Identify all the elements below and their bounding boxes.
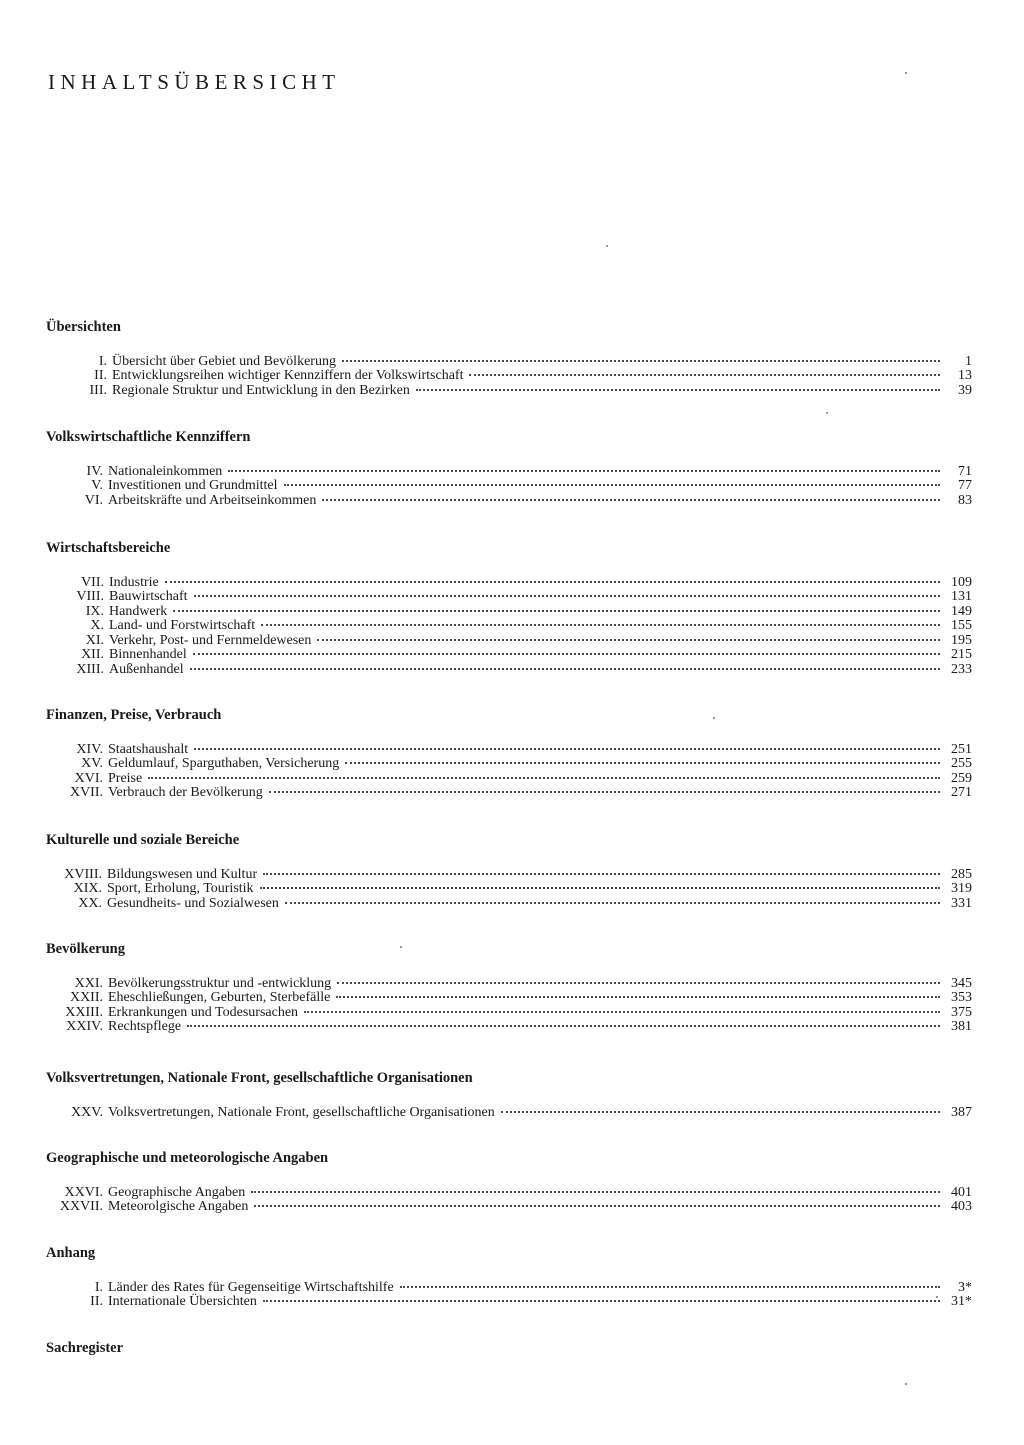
toc-entry[interactable] xyxy=(46,1281,972,1296)
section-heading[interactable]: Sachregister xyxy=(46,1340,124,1356)
page-number: 319 xyxy=(951,881,972,896)
dot-leader xyxy=(337,982,940,984)
dot-leader xyxy=(317,639,940,641)
page-number: 387 xyxy=(951,1104,972,1120)
toc-entry[interactable] xyxy=(46,757,972,772)
toc-section xyxy=(46,1071,972,1120)
section-heading: Volkswirtschaftliche Kennziffern xyxy=(46,429,251,445)
page-number: 109 xyxy=(951,574,972,590)
page-number: 331 xyxy=(951,895,972,911)
page-number: 375 xyxy=(951,1004,972,1020)
toc-entry[interactable] xyxy=(46,479,972,494)
page-number: 13 xyxy=(958,368,972,383)
page-number: 401 xyxy=(951,1184,972,1200)
chapter-title: Land- und Forstwirtschaft xyxy=(109,618,256,633)
toc-entry[interactable] xyxy=(46,663,972,678)
scan-speck xyxy=(400,946,402,948)
toc-entry[interactable] xyxy=(46,868,972,883)
section-heading: Kulturelle und soziale Bereiche xyxy=(46,832,240,848)
page-number: 403 xyxy=(951,1199,972,1214)
section-heading: Wirtschaftsbereiche xyxy=(46,540,171,556)
toc-entry[interactable] xyxy=(46,1020,972,1035)
dot-leader xyxy=(342,360,940,362)
chapter-title: Geldumlauf, Sparguthaben, Versicherung xyxy=(108,756,340,771)
dot-leader xyxy=(190,668,940,670)
toc-entry[interactable] xyxy=(46,369,972,384)
toc-entry[interactable] xyxy=(46,1106,972,1121)
section-heading: Anhang xyxy=(46,1245,96,1261)
dot-leader xyxy=(416,389,940,391)
dot-leader xyxy=(322,499,940,501)
page-number: 155 xyxy=(951,618,972,633)
toc-entry[interactable] xyxy=(46,494,972,509)
toc-entry[interactable] xyxy=(46,619,972,634)
section-heading: Übersichten xyxy=(46,319,121,335)
chapter-number: V. xyxy=(91,478,103,493)
chapter-title: Gesundheits- und Sozialwesen xyxy=(107,895,279,911)
chapter-number: IV. xyxy=(86,463,103,479)
page-number: 3* xyxy=(958,1279,972,1295)
toc-section xyxy=(46,1341,972,1356)
page-number: 345 xyxy=(951,975,972,991)
toc-entry[interactable] xyxy=(46,384,972,399)
page-number: 353 xyxy=(951,990,972,1005)
dot-leader xyxy=(336,996,940,998)
chapter-title: Länder des Rates für Gegenseitige Wirtschaftshilfe xyxy=(108,1279,394,1295)
toc-entry[interactable] xyxy=(46,465,972,480)
chapter-number: IX. xyxy=(85,603,104,619)
toc-section xyxy=(46,1151,972,1215)
chapter-title: Bevölkerungsstruktur und -entwicklung xyxy=(108,975,332,991)
chapter-title: Preise xyxy=(108,770,143,786)
dot-leader xyxy=(263,873,940,875)
toc-entry[interactable] xyxy=(46,576,972,591)
toc-section xyxy=(46,541,972,677)
chapter-number: XXIII. xyxy=(65,1004,103,1020)
page-number: 381 xyxy=(951,1019,972,1034)
toc-entry[interactable] xyxy=(46,1200,972,1215)
toc-entry[interactable] xyxy=(46,634,972,649)
toc-section xyxy=(46,708,972,801)
dot-leader xyxy=(285,902,940,904)
page-number: 31* xyxy=(951,1294,972,1309)
chapter-number: XV. xyxy=(81,756,103,771)
chapter-number: I. xyxy=(98,353,107,369)
toc-entry[interactable] xyxy=(46,882,972,897)
section-heading: Volksvertretungen, Nationale Front, gesellschaftliche Organisationen xyxy=(46,1070,473,1086)
page-title: INHALTSÜBERSICHT xyxy=(48,70,341,94)
scan-speck xyxy=(606,245,608,247)
dot-leader xyxy=(193,653,940,655)
dot-leader xyxy=(304,1011,940,1013)
chapter-number: XXVI. xyxy=(64,1184,103,1200)
page-number: 149 xyxy=(951,603,972,619)
chapter-number: X. xyxy=(90,618,104,633)
dot-leader xyxy=(345,762,940,764)
scan-speck xyxy=(905,72,907,74)
page-number: 39 xyxy=(958,382,972,398)
toc-entry[interactable] xyxy=(46,590,972,605)
chapter-number: II. xyxy=(90,1294,103,1309)
chapter-number: VII. xyxy=(81,574,104,590)
chapter-number: XI. xyxy=(85,632,104,648)
dot-leader xyxy=(263,1300,940,1302)
scan-speck xyxy=(826,412,828,414)
chapter-number: XX. xyxy=(78,895,102,911)
chapter-title: Binnenhandel xyxy=(109,647,187,662)
chapter-title: Verbrauch der Bevölkerung xyxy=(108,785,263,800)
toc-entry[interactable] xyxy=(46,897,972,912)
chapter-title: Entwicklungsreihen wichtiger Kennziffern der Volkswirtschaft xyxy=(112,368,464,383)
chapter-number: XXVII. xyxy=(59,1199,103,1214)
chapter-number: XVIII. xyxy=(64,866,102,882)
toc-entry[interactable] xyxy=(46,605,972,620)
chapter-title: Geographische Angaben xyxy=(108,1184,246,1200)
dot-leader xyxy=(173,610,940,612)
dot-leader xyxy=(254,1205,940,1207)
chapter-title: Staatshaushalt xyxy=(108,741,189,757)
toc-entry[interactable] xyxy=(46,772,972,787)
chapter-title: Übersicht über Gebiet und Bevölkerung xyxy=(112,353,336,369)
page-number: 131 xyxy=(951,589,972,604)
chapter-title: Regionale Struktur und Entwicklung in den Bezirken xyxy=(112,382,410,398)
dot-leader xyxy=(194,748,940,750)
dot-leader xyxy=(228,470,940,472)
toc-section xyxy=(46,833,972,911)
dot-leader xyxy=(165,581,940,583)
toc-section xyxy=(46,942,972,1035)
dot-leader xyxy=(251,1191,940,1193)
chapter-number: I. xyxy=(94,1279,103,1295)
page-number: 259 xyxy=(951,770,972,786)
dot-leader xyxy=(148,777,940,779)
page-number: 271 xyxy=(951,785,972,800)
chapter-number: III. xyxy=(89,382,107,398)
page-number: 1 xyxy=(965,353,972,369)
dot-leader xyxy=(187,1025,940,1027)
toc-section xyxy=(46,430,972,508)
chapter-title: Arbeitskräfte und Arbeitseinkommen xyxy=(108,492,317,508)
section-heading: Finanzen, Preise, Verbrauch xyxy=(46,707,222,723)
chapter-title: Verkehr, Post- und Fernmeldewesen xyxy=(109,632,312,648)
chapter-number: XIV. xyxy=(76,741,103,757)
page-number: 195 xyxy=(951,632,972,648)
chapter-number: XXI. xyxy=(74,975,103,991)
chapter-title: Internationale Übersichten xyxy=(108,1294,257,1309)
page-number: 251 xyxy=(951,741,972,757)
chapter-number: XXII. xyxy=(69,990,103,1005)
scan-speck xyxy=(905,1383,907,1385)
page-number: 233 xyxy=(951,661,972,677)
chapter-title: Sport, Erholung, Touristik xyxy=(107,881,254,896)
dot-leader xyxy=(261,624,940,626)
toc-entry[interactable] xyxy=(46,1186,972,1201)
section-heading: Geographische und meteorologische Angaben xyxy=(46,1150,329,1166)
chapter-number: VI. xyxy=(84,492,103,508)
page-number: 77 xyxy=(958,478,972,493)
toc-section xyxy=(46,320,972,398)
chapter-number: XVII. xyxy=(69,785,103,800)
chapter-title: Meteorolgische Angaben xyxy=(108,1199,249,1214)
chapter-title: Bauwirtschaft xyxy=(109,589,188,604)
page-number: 83 xyxy=(958,492,972,508)
chapter-title: Rechtspflege xyxy=(108,1019,182,1034)
page-number: 255 xyxy=(951,756,972,771)
dot-leader xyxy=(260,887,940,889)
chapter-title: Bildungswesen und Kultur xyxy=(107,866,258,882)
toc-entry[interactable] xyxy=(46,355,972,370)
toc-entry[interactable] xyxy=(46,786,972,801)
toc-entry[interactable] xyxy=(46,648,972,663)
chapter-number: XXIV. xyxy=(66,1019,103,1034)
chapter-number: XII. xyxy=(81,647,104,662)
chapter-title: Außenhandel xyxy=(109,661,184,677)
scan-speck xyxy=(936,1296,938,1298)
dot-leader xyxy=(194,595,940,597)
chapter-number: XVI. xyxy=(74,770,103,786)
chapter-number: XXV. xyxy=(70,1104,103,1120)
chapter-title: Nationaleinkommen xyxy=(108,463,223,479)
chapter-number: XIX. xyxy=(73,881,102,896)
page-number: 285 xyxy=(951,866,972,882)
page-number: 71 xyxy=(958,463,972,479)
toc-entry[interactable] xyxy=(46,991,972,1006)
chapter-title: Handwerk xyxy=(109,603,168,619)
dot-leader xyxy=(284,484,940,486)
section-heading: Bevölkerung xyxy=(46,941,125,957)
chapter-title: Eheschließungen, Geburten, Sterbefälle xyxy=(108,990,331,1005)
chapter-title: Erkrankungen und Todesursachen xyxy=(108,1004,299,1020)
dot-leader xyxy=(501,1111,940,1113)
toc-entry[interactable] xyxy=(46,743,972,758)
dot-leader xyxy=(469,374,940,376)
chapter-number: VIII. xyxy=(76,589,104,604)
chapter-title: Industrie xyxy=(109,574,159,590)
chapter-title: Volksvertretungen, Nationale Front, gesellschaftliche Organisationen xyxy=(108,1104,495,1120)
chapter-title: Investitionen und Grundmittel xyxy=(108,478,278,493)
toc-entry[interactable] xyxy=(46,977,972,992)
scan-speck xyxy=(713,717,715,719)
toc-entry[interactable] xyxy=(46,1006,972,1021)
dot-leader xyxy=(269,791,940,793)
chapter-number: II. xyxy=(94,368,107,383)
dot-leader xyxy=(400,1286,940,1288)
page-number: 215 xyxy=(951,647,972,662)
chapter-number: XIII. xyxy=(76,661,104,677)
toc-entry[interactable] xyxy=(46,1295,972,1310)
toc-section xyxy=(46,1246,972,1310)
